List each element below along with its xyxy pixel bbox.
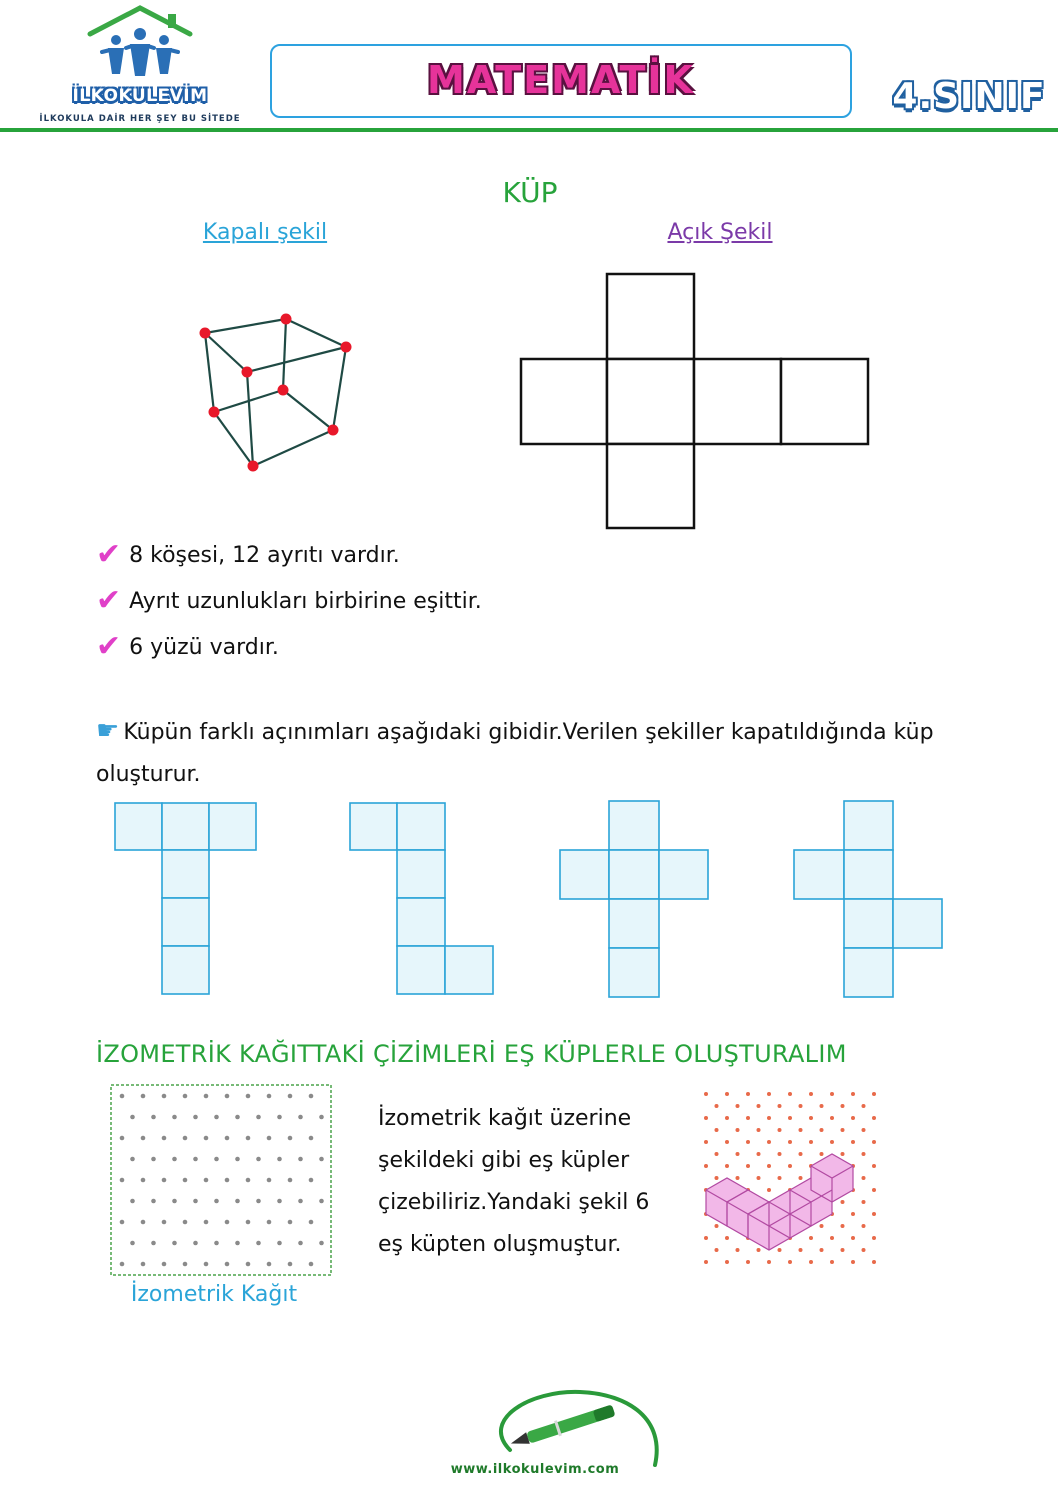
grid-dot xyxy=(767,1260,771,1264)
grid-dot xyxy=(162,1136,167,1141)
grid-dot xyxy=(162,1178,167,1183)
grid-dot xyxy=(225,1136,230,1141)
grid-dot xyxy=(767,1140,771,1144)
grid-dot xyxy=(746,1092,750,1096)
grid-dot xyxy=(778,1248,782,1252)
grid-dot xyxy=(267,1220,272,1225)
fact-text: 8 köşesi, 12 ayrıtı vardır. xyxy=(129,542,400,568)
grid-dot xyxy=(183,1178,188,1183)
grid-dot xyxy=(319,1115,324,1120)
grid-dot xyxy=(830,1116,834,1120)
grid-dot xyxy=(246,1178,251,1183)
grid-dot xyxy=(141,1094,146,1099)
grid-dot xyxy=(757,1104,761,1108)
grid-dot xyxy=(778,1128,782,1132)
grid-dot xyxy=(725,1116,729,1120)
grid-dot xyxy=(809,1260,813,1264)
grid-dot xyxy=(193,1241,198,1246)
grid-dot xyxy=(830,1092,834,1096)
grid-dot xyxy=(183,1136,188,1141)
grid-dot xyxy=(277,1115,282,1120)
isometric-cubes-figure xyxy=(694,1080,890,1276)
grid-dot xyxy=(204,1094,209,1099)
grid-dot xyxy=(872,1188,876,1192)
grid-dot xyxy=(830,1236,834,1240)
isometric-description: İzometrik kağıt üzerine şekildeki gibi eş küpler çizebiliriz.Yandaki şekil 6 eş küpten oluşmuştur. xyxy=(378,1106,650,1257)
grid-dot xyxy=(725,1260,729,1264)
grid-dot xyxy=(788,1092,792,1096)
grid-dot xyxy=(235,1241,240,1246)
grid-dot xyxy=(141,1262,146,1267)
grid-dot xyxy=(235,1157,240,1162)
grid-dot xyxy=(277,1199,282,1204)
isometric-paper-figure xyxy=(108,1082,334,1278)
grid-dot xyxy=(799,1128,803,1132)
grid-dot xyxy=(298,1157,303,1162)
grid-dot xyxy=(725,1140,729,1144)
fact-item xyxy=(96,629,279,664)
grid-dot xyxy=(319,1157,324,1162)
grid-dot xyxy=(130,1199,135,1204)
isometric-title: İZOMETRİK KAĞITTAKİ ÇİZİMLERİ EŞ KÜPLERLE OLUŞTURALIM xyxy=(96,1040,847,1068)
grid-dot xyxy=(298,1241,303,1246)
subject-title: MATEMATİK xyxy=(427,58,695,102)
grid-dot xyxy=(799,1152,803,1156)
grid-dot xyxy=(183,1220,188,1225)
grid-dot xyxy=(851,1140,855,1144)
grid-dot xyxy=(172,1157,177,1162)
grid-dot xyxy=(120,1136,125,1141)
grid-dot xyxy=(851,1212,855,1216)
grid-dot xyxy=(130,1115,135,1120)
grid-dot xyxy=(193,1115,198,1120)
fact-text: 6 yüzü vardır. xyxy=(129,634,279,660)
grid-dot xyxy=(872,1140,876,1144)
grid-dot xyxy=(799,1176,803,1180)
grid-dot xyxy=(193,1157,198,1162)
grid-dot xyxy=(214,1241,219,1246)
grid-dot xyxy=(288,1178,293,1183)
grid-dot xyxy=(862,1128,866,1132)
grid-dot xyxy=(225,1220,230,1225)
grid-dot xyxy=(214,1157,219,1162)
cube-net-1 xyxy=(115,803,256,994)
grid-dot xyxy=(214,1115,219,1120)
grid-dot xyxy=(872,1116,876,1120)
grid-dot xyxy=(246,1262,251,1267)
grid-dot xyxy=(788,1164,792,1168)
grid-dot xyxy=(851,1236,855,1240)
open-shape-label: Açık Şekil xyxy=(667,220,773,245)
fact-text: Ayrıt uzunlukları birbirine eşittir. xyxy=(129,588,482,614)
grid-dot xyxy=(204,1262,209,1267)
grid-dot xyxy=(788,1140,792,1144)
grid-dot xyxy=(841,1104,845,1108)
grid-dot xyxy=(767,1164,771,1168)
grid-dot xyxy=(809,1236,813,1240)
grid-dot xyxy=(799,1248,803,1252)
grid-dot xyxy=(288,1094,293,1099)
grid-dot xyxy=(851,1260,855,1264)
grid-dot xyxy=(809,1116,813,1120)
fact-item xyxy=(96,583,482,618)
grid-dot xyxy=(841,1224,845,1228)
grid-dot xyxy=(872,1212,876,1216)
grid-dot xyxy=(767,1116,771,1120)
grid-dot xyxy=(309,1178,314,1183)
grid-dot xyxy=(872,1092,876,1096)
grid-dot xyxy=(288,1220,293,1225)
grid-dot xyxy=(120,1220,125,1225)
grid-dot xyxy=(736,1176,740,1180)
grid-dot xyxy=(225,1094,230,1099)
grid-dot xyxy=(799,1104,803,1108)
grid-dot xyxy=(151,1199,156,1204)
grid-dot xyxy=(162,1262,167,1267)
grid-dot xyxy=(298,1199,303,1204)
grid-dot xyxy=(267,1136,272,1141)
grid-dot xyxy=(704,1116,708,1120)
grid-dot xyxy=(830,1260,834,1264)
grid-dot xyxy=(204,1136,209,1141)
grid-dot xyxy=(862,1200,866,1204)
grid-dot xyxy=(725,1164,729,1168)
grid-dot xyxy=(757,1128,761,1132)
grid-dot xyxy=(204,1178,209,1183)
grid-dot xyxy=(267,1178,272,1183)
grid-dot xyxy=(872,1260,876,1264)
grid-dot xyxy=(246,1136,251,1141)
grid-dot xyxy=(746,1140,750,1144)
closed-cube-figure xyxy=(190,305,365,485)
grid-dot xyxy=(841,1248,845,1252)
grid-dot xyxy=(256,1115,261,1120)
grid-dot xyxy=(851,1092,855,1096)
grid-dot xyxy=(736,1128,740,1132)
grid-dot xyxy=(725,1092,729,1096)
brand-name: İLKOKULEVİM xyxy=(72,86,208,106)
grid-dot xyxy=(715,1176,719,1180)
grid-dot xyxy=(704,1140,708,1144)
grid-dot xyxy=(862,1104,866,1108)
grid-dot xyxy=(767,1092,771,1096)
grid-dot xyxy=(256,1241,261,1246)
grid-dot xyxy=(204,1220,209,1225)
grid-dot xyxy=(172,1199,177,1204)
grid-dot xyxy=(862,1176,866,1180)
grid-dot xyxy=(225,1262,230,1267)
grid-dot xyxy=(841,1200,845,1204)
grid-dot xyxy=(746,1260,750,1264)
pen-icon xyxy=(470,1380,670,1470)
grid-dot xyxy=(151,1157,156,1162)
grid-dot xyxy=(715,1224,719,1228)
brand-tagline: İLKOKULA DAİR HER ŞEY BU SİTEDE xyxy=(39,114,241,124)
grid-dot xyxy=(162,1094,167,1099)
grid-dot xyxy=(872,1164,876,1168)
grid-dot xyxy=(130,1157,135,1162)
grade-label: 4.SINIF xyxy=(892,76,1046,117)
grid-dot xyxy=(704,1260,708,1264)
grid-dot xyxy=(746,1116,750,1120)
grid-dot xyxy=(830,1140,834,1144)
grid-dot xyxy=(788,1116,792,1120)
grid-dot xyxy=(319,1241,324,1246)
grid-dot xyxy=(715,1104,719,1108)
nets-paragraph-text: Küpün farklı açınımları aşağıdaki gibidir.Verilen şekiller kapatıldığında küp oluşturur. xyxy=(96,720,934,787)
grid-dot xyxy=(235,1115,240,1120)
grid-dot xyxy=(277,1241,282,1246)
grid-dot xyxy=(141,1220,146,1225)
grid-dot xyxy=(788,1260,792,1264)
grid-dot xyxy=(120,1094,125,1099)
grid-dot xyxy=(704,1236,708,1240)
grid-dot xyxy=(778,1176,782,1180)
cube-net-4 xyxy=(794,801,942,997)
grid-dot xyxy=(246,1094,251,1099)
nets-paragraph xyxy=(96,710,976,796)
grid-dot xyxy=(715,1248,719,1252)
grid-dot xyxy=(820,1152,824,1156)
grid-dot xyxy=(778,1152,782,1156)
grid-dot xyxy=(235,1199,240,1204)
grid-dot xyxy=(309,1220,314,1225)
grid-dot xyxy=(151,1241,156,1246)
grid-dot xyxy=(309,1262,314,1267)
grid-dot xyxy=(130,1241,135,1246)
fact-item xyxy=(96,537,400,572)
grid-dot xyxy=(172,1115,177,1120)
section-title: KÜP xyxy=(502,176,558,209)
grid-dot xyxy=(256,1199,261,1204)
grid-dot xyxy=(120,1178,125,1183)
check-icon: ✔ xyxy=(96,629,122,664)
grid-dot xyxy=(862,1248,866,1252)
closed-shape-label: Kapalı şekil xyxy=(202,220,328,245)
grid-dot xyxy=(851,1116,855,1120)
grid-dot xyxy=(809,1092,813,1096)
grid-dot xyxy=(151,1115,156,1120)
grid-dot xyxy=(298,1115,303,1120)
grid-dot xyxy=(757,1152,761,1156)
grid-dot xyxy=(309,1136,314,1141)
grid-dot xyxy=(141,1136,146,1141)
grid-dot xyxy=(267,1094,272,1099)
cube-net-3 xyxy=(560,801,708,997)
grid-dot xyxy=(841,1128,845,1132)
grid-dot xyxy=(862,1224,866,1228)
grid-dot xyxy=(172,1241,177,1246)
grid-dot xyxy=(120,1262,125,1267)
grid-dot xyxy=(183,1262,188,1267)
pointing-hand-icon: ☛ xyxy=(96,716,120,746)
grid-dot xyxy=(225,1178,230,1183)
footer-url: www.ilkokulevim.com xyxy=(450,1462,620,1477)
grid-dot xyxy=(820,1104,824,1108)
grid-dot xyxy=(193,1199,198,1204)
cube-nets-figure xyxy=(110,798,950,1002)
grid-dot xyxy=(736,1104,740,1108)
grid-dot xyxy=(162,1220,167,1225)
grid-dot xyxy=(715,1128,719,1132)
grid-dot xyxy=(256,1157,261,1162)
grid-dot xyxy=(277,1157,282,1162)
cube-net-2 xyxy=(350,803,493,994)
grid-dot xyxy=(757,1248,761,1252)
grid-dot xyxy=(214,1199,219,1204)
grid-dot xyxy=(862,1152,866,1156)
grid-dot xyxy=(715,1152,719,1156)
grid-dot xyxy=(820,1224,824,1228)
grid-dot xyxy=(288,1262,293,1267)
grid-dot xyxy=(820,1248,824,1252)
grid-dot xyxy=(820,1128,824,1132)
grid-dot xyxy=(246,1220,251,1225)
grid-dot xyxy=(725,1236,729,1240)
header-divider xyxy=(0,128,1058,132)
grid-dot xyxy=(736,1248,740,1252)
grid-dot xyxy=(736,1152,740,1156)
grid-dot xyxy=(704,1092,708,1096)
grid-dot xyxy=(288,1136,293,1141)
grid-dot xyxy=(872,1236,876,1240)
grid-dot xyxy=(704,1164,708,1168)
isometric-caption: İzometrik Kağıt xyxy=(130,1282,298,1307)
grid-dot xyxy=(778,1104,782,1108)
grid-dot xyxy=(309,1094,314,1099)
grid-dot xyxy=(767,1188,771,1192)
grid-dot xyxy=(809,1140,813,1144)
check-icon: ✔ xyxy=(96,583,122,618)
grid-dot xyxy=(319,1199,324,1204)
grid-dot xyxy=(183,1094,188,1099)
open-cube-net xyxy=(518,272,872,532)
grid-dot xyxy=(141,1178,146,1183)
grid-dot xyxy=(267,1262,272,1267)
check-icon: ✔ xyxy=(96,537,122,572)
grid-dot xyxy=(841,1152,845,1156)
grid-dot xyxy=(757,1176,761,1180)
grid-dot xyxy=(746,1164,750,1168)
house-logo-icon xyxy=(80,4,200,88)
